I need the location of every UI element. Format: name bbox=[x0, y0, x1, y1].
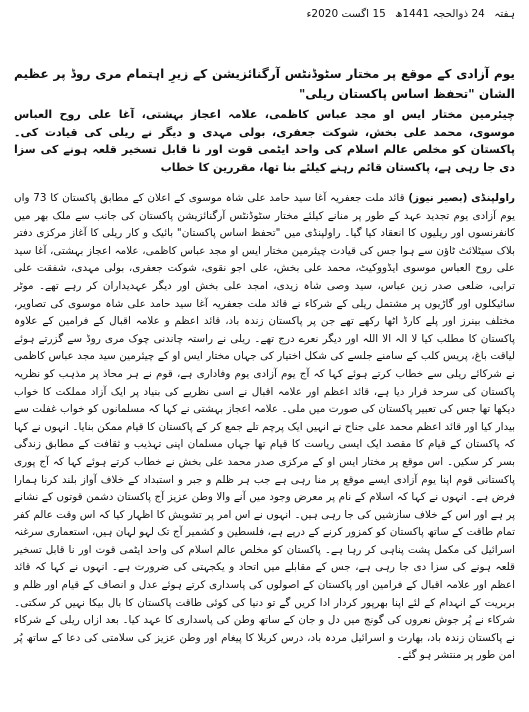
dateline-gregorian-date: 15 اگست 2020ء bbox=[306, 8, 386, 20]
article-body bbox=[14, 190, 515, 665]
article-text: قائد ملت جعفریہ آغا سید حامد علی شاہ موسوی کے اعلان کے مطابق پاکستان کا 73 واں یوم آزادی یوم تجدید عہد کے طور پر منانے کیلئے مختار سٹوڈنٹس آرگنائزیشن پاکستان کی جانب سے ملک بھر میں کانفرنسوں اور ریلیوں کا انعقاد کیا گیا۔ راولپنڈی میں "تحفظ اساس پاکستان" بائیک و کار ریلی کا آغاز مرکزی دفتر بلاک سیٹلائٹ ٹاؤن سے ہوا جس کی قیادت چیئرمین مختار ایس او مجد عباس کاظمی، علامہ اعجاز بہشتی، آغا سید علی روح العباس موسوی ایڈووکیٹ، محمد علی بخش، علی اجو نقوی، شوکت جعفری، بولی مہدی، شفقت علی ترابی، ضلعی صدر زین عباس، سید وصی شاہ زیدی، امجد علی بخش اور دیگر عہدیداران کر رہے تھے۔ موٹر سائیکلوں اور گاڑیوں پر مشتمل ریلی کے شرکاء نے قائد ملت جعفریہ آغا سید حامد علی شاہ موسوی کی تصاویر، مختلف بینرز اور پلے کارڈ اٹھا رکھے تھے جن پر پاکستان زندہ باد، قائد اعظم و علامہ اقبال کے فرامین کے علاوہ پاکستان کا مطلب کیا لا الہ الا اللہ اور دیگر نعرے درج تھے۔ ریلی نے راستہ چاندنی چوک مری روڈ سے گزرتے ہوئے لیاقت باغ، پریس کلب کے سامنے جلسے کی شکل اختیار کی جہاں مختار ایس او کے چیئرمین سید مجد عباس کاظمی نے شرکائے ریلی سے خطاب کرتے ہوئے کہا کہ آج یوم آزادی یوم وفاداری ہے، قوم نے ہر محاذ پر مذہب کو نظریہ پاکستان کی سرحد قرار دیا ہے، قائد اعظم اور علامہ اقبال نے اسی نظریے کی بنیاد پر ایک آزاد مملکت کا خواب دیکھا تھا جس کی تعبیر پاکستان کی صورت میں ملی۔ علامہ اعجاز بہشتی نے کہا کہ مسلمانوں کو خواب غفلت سے بیدار کیا اور قائد اعظم محمد علی جناح نے انہیں ایک پرچم تلے جمع کر کے پاکستان کا قیام ممکن بنایا۔ انہوں نے کہا کہ پاکستان کے قیام کا مقصد ایک ایسی ریاست کا قیام تھا جہاں مسلمان اپنی تہذیب و ثقافت کے مطابق زندگی بسر کر سکیں۔ اس موقع پر مختار ایس او کے مرکزی صدر محمد علی بخش نے خطاب کرتے ہوئے کہا کہ آج پوری پاکستانی قوم اپنا یوم آزادی ایسے موقع پر منا رہی ہے جب ہر ظلم و جبر و استبداد کے خلاف آواز بلند کرنا ہمارا فرض ہے۔ انہوں نے کہا کہ اسلام کے نام پر معرض وجود میں آنے والا وطن عزیز آج پاکستان دشمن قوتوں کے نشانے پر ہے اور اس کے خلاف سازشیں کی جا رہی ہیں۔ انہوں نے اس امر پر تشویش کا اظہار کیا کہ اس وقت عالم کفر تمام طاقت کے ساتھ پاکستان کو کمزور کرنے کے درپے ہے، فلسطین و کشمیر آج تک لہو لہان ہیں، استعماری سرغنہ اسرائیل کی مکمل پشت پناہی کر رہا ہے۔ پاکستان کو مخلص عالم اسلام کی واحد ایٹمی قوت اور نا قابل تسخیر قلعہ ہونے کی سزا دی جا رہی ہے، جس کے مقابلے میں اتحاد و یکجہتی کی ضرورت ہے۔ انہوں نے کہا کہ قائد اعظم اور علامہ اقبال کے فرامین اور پاکستان کے اصولوں کی پاسداری کرتے ہوئے عدل و انصاف کے قیام اور ظلم و بربریت کے انہدام کے لئے اپنا بھرپور کردار ادا کریں گے تو دنیا کی کوئی طاقت پاکستان کا بال بیکا نہیں کر سکتی۔ شرکاء نے پُر جوش نعروں کی گونج میں دل و جان کے ساتھ وطن کی پاسداری کا عہد کیا۔ بعد ازاں ریلی کے شرکاء نے پاکستان زندہ باد، بھارت و اسرائیل مردہ باد، درس کربلا کا پیغام اور وطن عزیز کی سلامتی کی دعا کے ساتھ پُر امن طور پر منتشر ہو گئے۔ bbox=[14, 192, 515, 662]
subheadline: چیئرمین مختار ایس او مجد عباس کاظمی، علامہ اعجاز بہشتی، آغا علی روح العباس موسوی، محمد علی بخش، شوکت جعفری، بولی مہدی و دیگر نے ریلی کی قیادت کی۔ پاکستان کو مخلص عالم اسلام کی واحد ایٹمی قوت اور نا قابل تسخیر قلعہ ہونے کی سزا دی جا رہی ہے، پاکستان قائم رہنے کیلئے بنا تھا، مقررین کا خطاب bbox=[14, 108, 515, 174]
dateline bbox=[14, 6, 515, 24]
dateline-day: ہفتہ bbox=[494, 8, 515, 20]
article-place: راولپنڈی bbox=[471, 192, 516, 204]
dateline-hijri-date: 24 ذوالحجہ 1441ھ bbox=[395, 8, 485, 20]
article-source: (بصیر نیوز) bbox=[408, 192, 468, 204]
headline: یوم آزادی کے موقع پر مختار سٹوڈنٹس آرگنائزیشن کے زیرِ اہتمام مری روڈ پر عظیم الشان "تحفظ اساس پاکستان ریلی" bbox=[14, 67, 515, 101]
